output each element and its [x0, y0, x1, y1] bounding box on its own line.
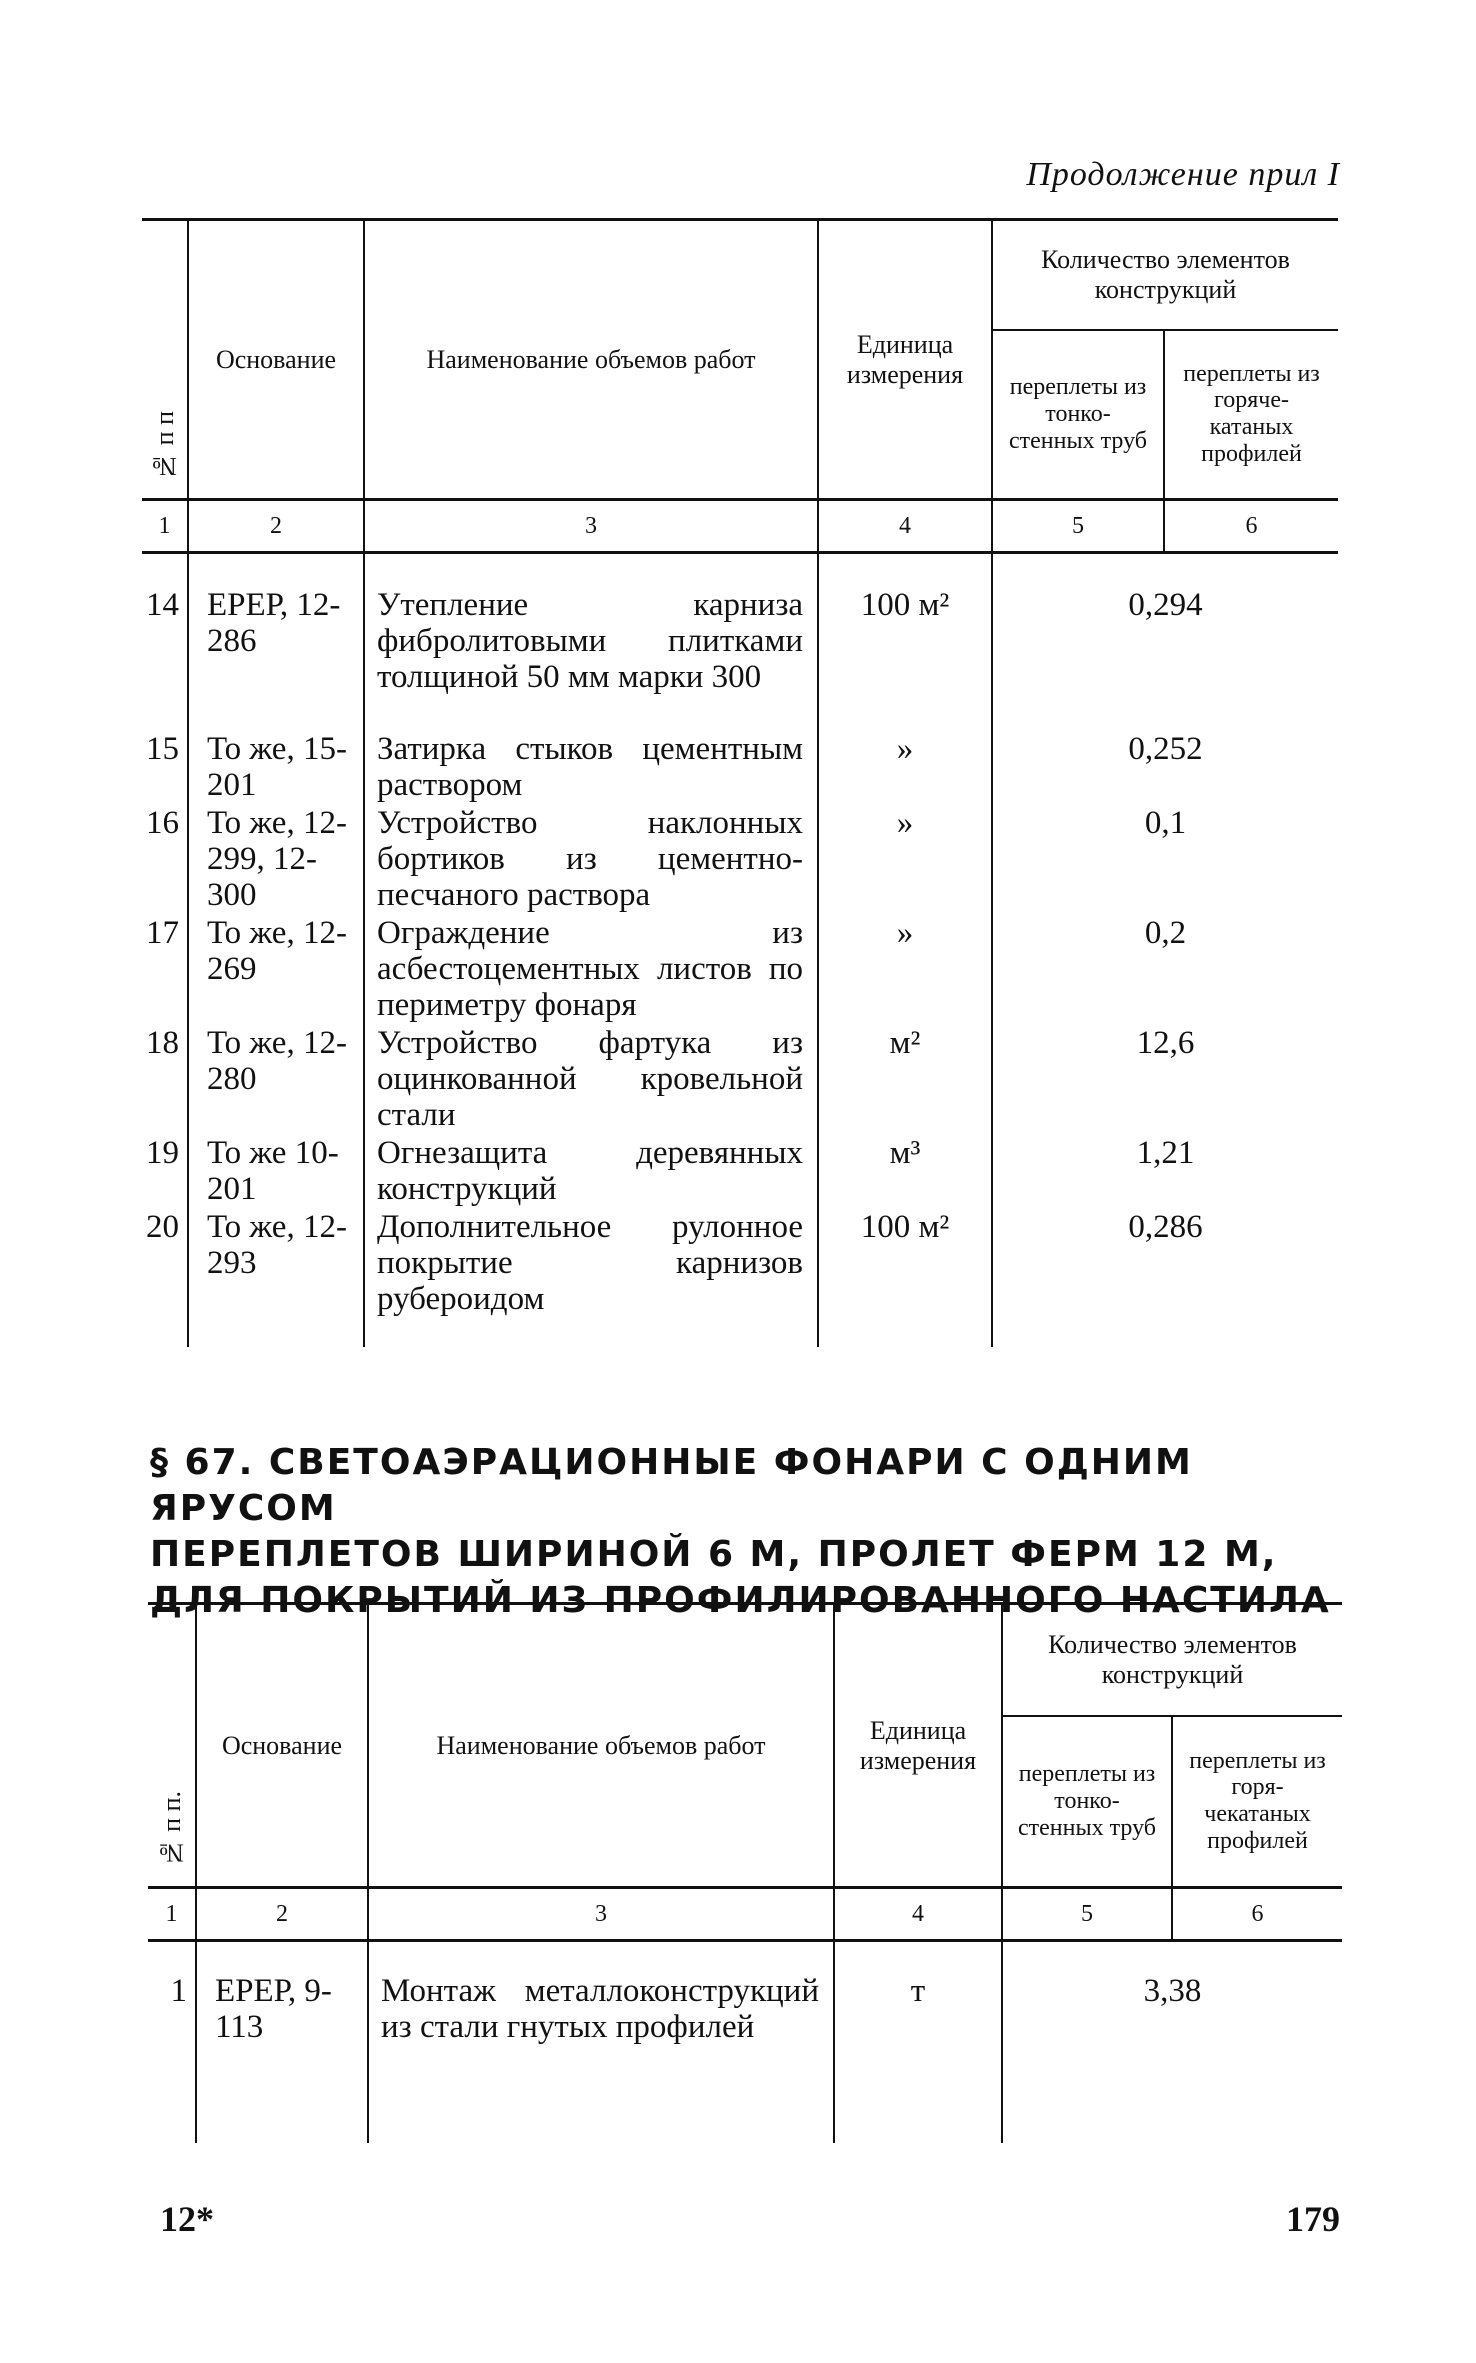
row-unit: м² [818, 1023, 992, 1133]
work-header: Наименование объемов работ [364, 220, 818, 500]
hot-rolled-header: переплеты из горя- чекатаных профилей [1172, 1716, 1342, 1888]
row-basis: То же, 15-201 [188, 729, 364, 803]
num-header-cell [148, 1604, 196, 1888]
row-unit: м³ [818, 1133, 992, 1207]
col-number: 5 [1002, 1888, 1172, 1941]
row-work: Устройство фартука из оцинкованной кровельной стали [364, 1023, 818, 1133]
col-number: 5 [992, 500, 1164, 553]
col-number: 4 [818, 500, 992, 553]
row-work: Монтаж металлоконструкций из стали гнутых профилей [368, 1971, 834, 2143]
row-work: Устройство наклонных бортиков из цементно-песчаного раствора [364, 803, 818, 913]
work-header: Наименование объемов работ [368, 1604, 834, 1888]
row-unit: 100 м² [818, 585, 992, 729]
table-row [142, 1023, 1338, 1133]
section-heading-line: § 67. СВЕТОАЭРАЦИОННЫЕ ФОНАРИ С ОДНИМ ЯРУСОМ [150, 1442, 1193, 1529]
row-number: 16 [146, 804, 179, 841]
section-heading [150, 1440, 1350, 1624]
col-number: 3 [364, 500, 818, 553]
row-unit: т [834, 1971, 1002, 2143]
hot-rolled-header: переплеты из горяче- катаных профилей [1164, 330, 1338, 500]
thin-tubes-header: переплеты из тонко- стенных труб [1002, 1716, 1172, 1888]
row-number: 15 [146, 730, 179, 767]
section-heading-line: ПЕРЕПЛЕТОВ ШИРИНОЙ 6 М, ПРОЛЕТ ФЕРМ 12 М, [150, 1534, 1278, 1575]
row-basis: То же, 12-299, 12-300 [188, 803, 364, 913]
table-row [142, 803, 1338, 913]
row-work: Огнезащита деревянных конструкций [364, 1133, 818, 1207]
basis-header: Основание [196, 1604, 368, 1888]
table-row [142, 1133, 1338, 1207]
row-quantity: 0,1 [992, 803, 1338, 913]
quantity-group-header: Количество элементов конструкций [1002, 1604, 1342, 1716]
row-basis: То же, 12-269 [188, 913, 364, 1023]
row-work: Ограждение из асбестоцементных листов по периметру фонаря [364, 913, 818, 1023]
col-number: 1 [148, 1888, 196, 1941]
row-number: 17 [146, 914, 179, 951]
row-basis: ЕРЕР, 12-286 [188, 585, 364, 729]
row-unit: » [818, 729, 992, 803]
table-row [142, 585, 1338, 729]
row-number: 1 [170, 1972, 187, 2009]
row-basis: То же, 12-280 [188, 1023, 364, 1133]
table-row [142, 1207, 1338, 1347]
row-quantity: 0,2 [992, 913, 1338, 1023]
col-number: 2 [188, 500, 364, 553]
footer-signature-mark: 12* [160, 2199, 214, 2239]
works-table-1 [142, 218, 1338, 1347]
row-number: 19 [146, 1134, 179, 1171]
row-basis: То же 10-201 [188, 1133, 364, 1207]
row-unit: 100 м² [818, 1207, 992, 1347]
col-number: 3 [368, 1888, 834, 1941]
num-header: № п п [149, 411, 179, 482]
table-row [142, 729, 1338, 803]
row-work: Затирка стыков цементным раствором [364, 729, 818, 803]
col-number: 2 [196, 1888, 368, 1941]
row-quantity: 12,6 [992, 1023, 1338, 1133]
row-quantity: 1,21 [992, 1133, 1338, 1207]
unit-header: Единица измерения [818, 220, 992, 500]
col-number: 1 [142, 500, 188, 553]
thin-tubes-header: переплеты из тонко- стенных труб [992, 330, 1164, 500]
num-header: № п п. [156, 1790, 186, 1868]
works-table-2 [148, 1602, 1342, 2143]
col-number: 4 [834, 1888, 1002, 1941]
row-work: Дополнительное рулонное покрытие карнизов рубероидом [364, 1207, 818, 1347]
section-heading-line: ДЛЯ ПОКРЫТИЙ ИЗ ПРОФИЛИРОВАННОГО НАСТИЛА [150, 1580, 1331, 1621]
row-unit: » [818, 803, 992, 913]
row-basis: То же, 12-293 [188, 1207, 364, 1347]
continuation-label: Продолжение прил I [1026, 156, 1340, 193]
quantity-group-header: Количество элементов конструкций [992, 220, 1338, 330]
row-number: 14 [146, 586, 179, 623]
row-basis: ЕРЕР, 9-113 [196, 1971, 368, 2143]
row-quantity: 3,38 [1002, 1971, 1342, 2143]
row-work: Утепление карниза фибролитовыми плитками толщиной 50 мм марки 300 [364, 585, 818, 729]
row-quantity: 0,294 [992, 585, 1338, 729]
row-quantity: 0,286 [992, 1207, 1338, 1347]
unit-header: Единица измерения [834, 1604, 1002, 1888]
basis-header: Основание [188, 220, 364, 500]
table-row [148, 1971, 1342, 2143]
num-header-cell [142, 220, 188, 500]
table-row [142, 913, 1338, 1023]
row-unit: » [818, 913, 992, 1023]
row-number: 20 [146, 1208, 179, 1245]
col-number: 6 [1164, 500, 1338, 553]
col-number: 6 [1172, 1888, 1342, 1941]
row-quantity: 0,252 [992, 729, 1338, 803]
page-number: 179 [1286, 2199, 1340, 2239]
row-number: 18 [146, 1024, 179, 1061]
